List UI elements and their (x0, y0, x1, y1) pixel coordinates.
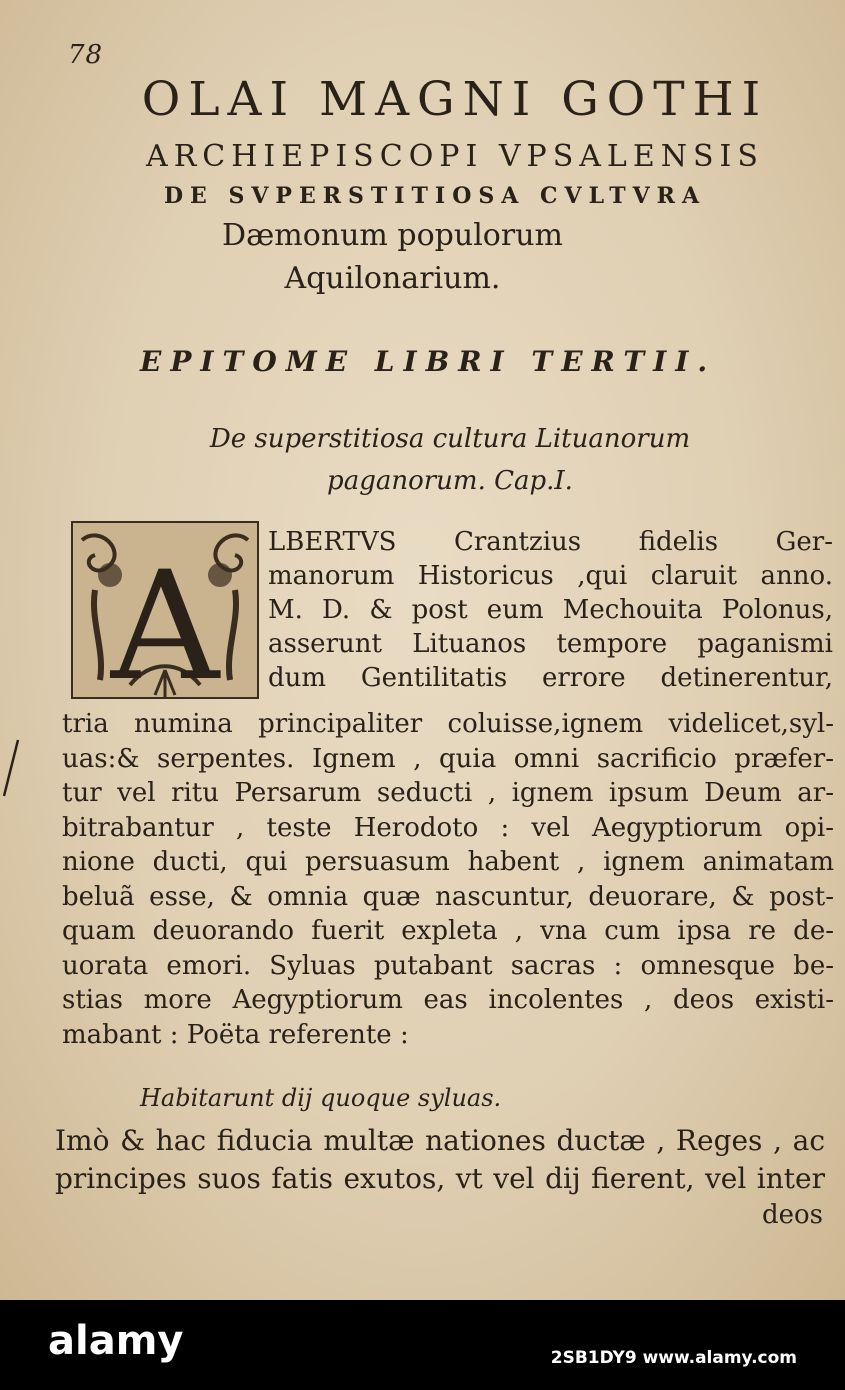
text-line: LBERTVS Crantzius fidelis Ger- (268, 527, 833, 557)
catchword: deos (761, 1200, 823, 1230)
quotation: Habitarunt dij quoque syluas. (140, 1084, 502, 1112)
chapter-heading (130, 418, 770, 502)
page-number: 78 (68, 40, 104, 70)
text-line: tria numina principaliter coluisse,ignem videlicet,syl- (62, 709, 834, 739)
text-line: asserunt Lituanos tempore paganismi (268, 629, 833, 659)
body-paragraph (62, 707, 834, 1052)
text-line: uas:& serpentes. Ignem , quia omni sacrificio præfer- (62, 743, 834, 774)
stock-url (551, 1348, 797, 1368)
text-line: mabant : Poëta referente : (62, 1019, 409, 1050)
text-line: beluã esse, & omnia quæ nascuntur, deuorare, & post- (62, 881, 834, 912)
title-line-2: ARCHIEPISCOPI VPSALENSIS (146, 139, 764, 174)
text-line: nione ducti, qui persuasum habent , ignem animatam (62, 847, 834, 877)
chapter-line-2: paganorum. Cap.I. (327, 466, 573, 496)
text-line: manorum Historicus ,qui claruit anno. (268, 561, 833, 591)
text-line: dum Gentilitatis errore detinerentur, (268, 663, 833, 693)
stock-logo: alamy (48, 1318, 184, 1364)
text-line: tur vel ritu Persarum seducti , ignem ipsum Deum ar- (62, 778, 834, 808)
chapter-line-1: De superstitiosa cultura Lituanorum (209, 424, 691, 454)
text-line: principes suos fatis exutos, vt vel dij fierent, vel inter (55, 1162, 825, 1195)
epitome-heading: EPITOME LIBRI TERTII. (140, 345, 717, 378)
margin-pen-stroke (0, 738, 22, 798)
initial-letter: A (110, 540, 220, 700)
text-line: bitrabantur , teste Herodoto : vel Aegyptiorum opi- (62, 812, 834, 843)
title-line-3: DE SVPERSTITIOSA CVLTVRA (163, 183, 707, 209)
decorated-initial (70, 520, 260, 700)
closing-paragraph (55, 1122, 825, 1198)
title-line-5: Aquilonarium. (284, 261, 501, 296)
title-line-1: OLAI MAGNI GOTHI (141, 72, 769, 127)
text-line: stias more Aegyptiorum eas incolentes , deos existi- (62, 985, 834, 1015)
image-id: 2SB1DY9 (550, 1348, 637, 1368)
text-line: uorata emori. Syluas putabant sacras : omnesque be- (62, 950, 834, 981)
first-paragraph-lines (268, 525, 833, 695)
website-url: www.alamy.com (642, 1348, 797, 1368)
text-line: quam deuorando fuerit expleta , vna cum ipsa re de- (62, 916, 834, 946)
title-block (60, 70, 845, 300)
text-line: M. D. & post eum Mechouita Polonus, (268, 595, 833, 625)
text-line: Imò & hac fiducia multæ nationes ductæ , Reges , ac (55, 1124, 825, 1157)
title-line-4: Dæmonum populorum (222, 218, 563, 253)
